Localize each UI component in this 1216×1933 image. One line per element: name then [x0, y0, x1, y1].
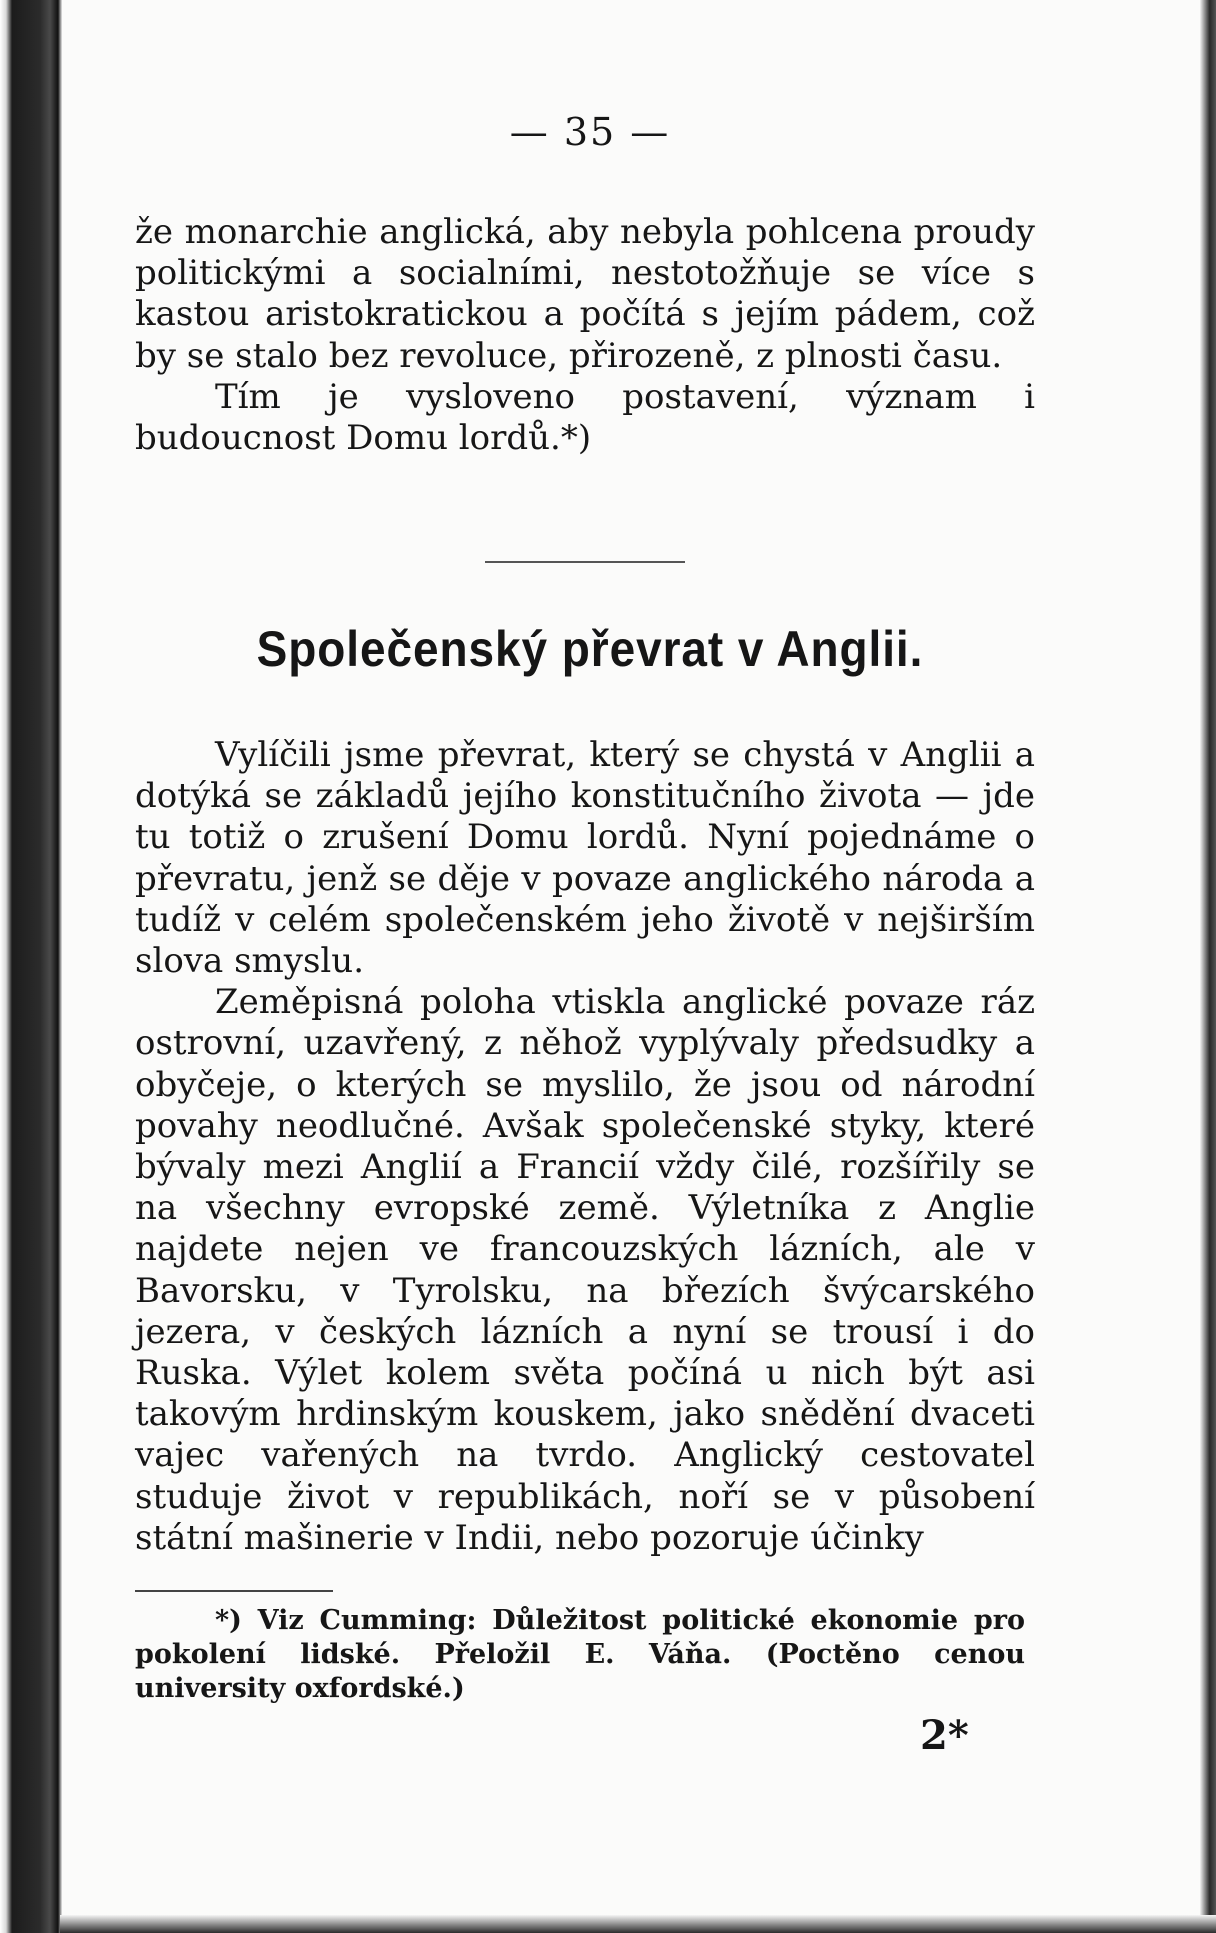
footnote-text: *) Viz Cumming: Důležitost politické ekonomie pro pokolení lidské. Přeložil E. Váňa. (Poctěno cenou university oxfordské.): [135, 1605, 1025, 1704]
book-spine-shadow: [0, 0, 62, 1933]
page-number: — 35 —: [509, 110, 671, 154]
paragraph: že monarchie anglická, aby nebyla pohlcena proudy politickými a socialními, nestotožňuje se více s kastou aristokratickou a počítá s jejím pádem, což by se stalo bez revoluce, přirozeně, z plnosti času.: [135, 212, 1035, 376]
paragraph: Vylíčili jsme převrat, který se chystá v Anglii a dotýká se základů jejího konstitučního života — jde tu totiž o zrušení Domu lordů. Nyní pojednáme o převratu, jenž se děje v povaze anglického národa a tudíž v celém společenském jeho životě v nejširším slova smyslu.: [135, 735, 1035, 982]
paragraph: Zeměpisná poloha vtiskla anglické povaze ráz ostrovní, uzavřený, z něhož vyplývaly předsudky a obyčeje, o kterých se myslilo, že jsou od národní povahy neodlučné. Avšak společenské styky, které bývaly mezi Anglií a Francií vždy čilé, rozšířily se na všechny evropské země. Výletníka z Anglie najdete nejen ve francouzských lázních, ale v Bavorsku, v Tyrolsku, na březích švýcarského jezera, v českých lázních a nyní se trousí i do Ruska. Výlet kolem světa počíná u nich být asi takovým hrdinským kouskem, jako snědění dvaceti vajec vařených na tvrdo. Anglický cestovatel studuje život v republikách, noří se v působení státní mašinerie v Indii, nebo pozoruje účinky: [135, 982, 1035, 1558]
page-edge-bottom: [60, 1915, 1216, 1933]
printer-signature-mark: 2*: [920, 1712, 969, 1759]
section-heading: Společenský převrat v Anglii.: [256, 621, 924, 677]
paragraph: Tím je vysloveno postavení, význam i budoucnost Domu lordů.*): [135, 376, 1035, 459]
section-text: [135, 735, 1035, 1559]
footnote: [135, 1604, 1025, 1706]
page-edge-right: [1200, 0, 1216, 1933]
footnote-rule: [135, 1590, 333, 1592]
section-divider: [485, 561, 685, 563]
opening-text: [135, 212, 1035, 459]
